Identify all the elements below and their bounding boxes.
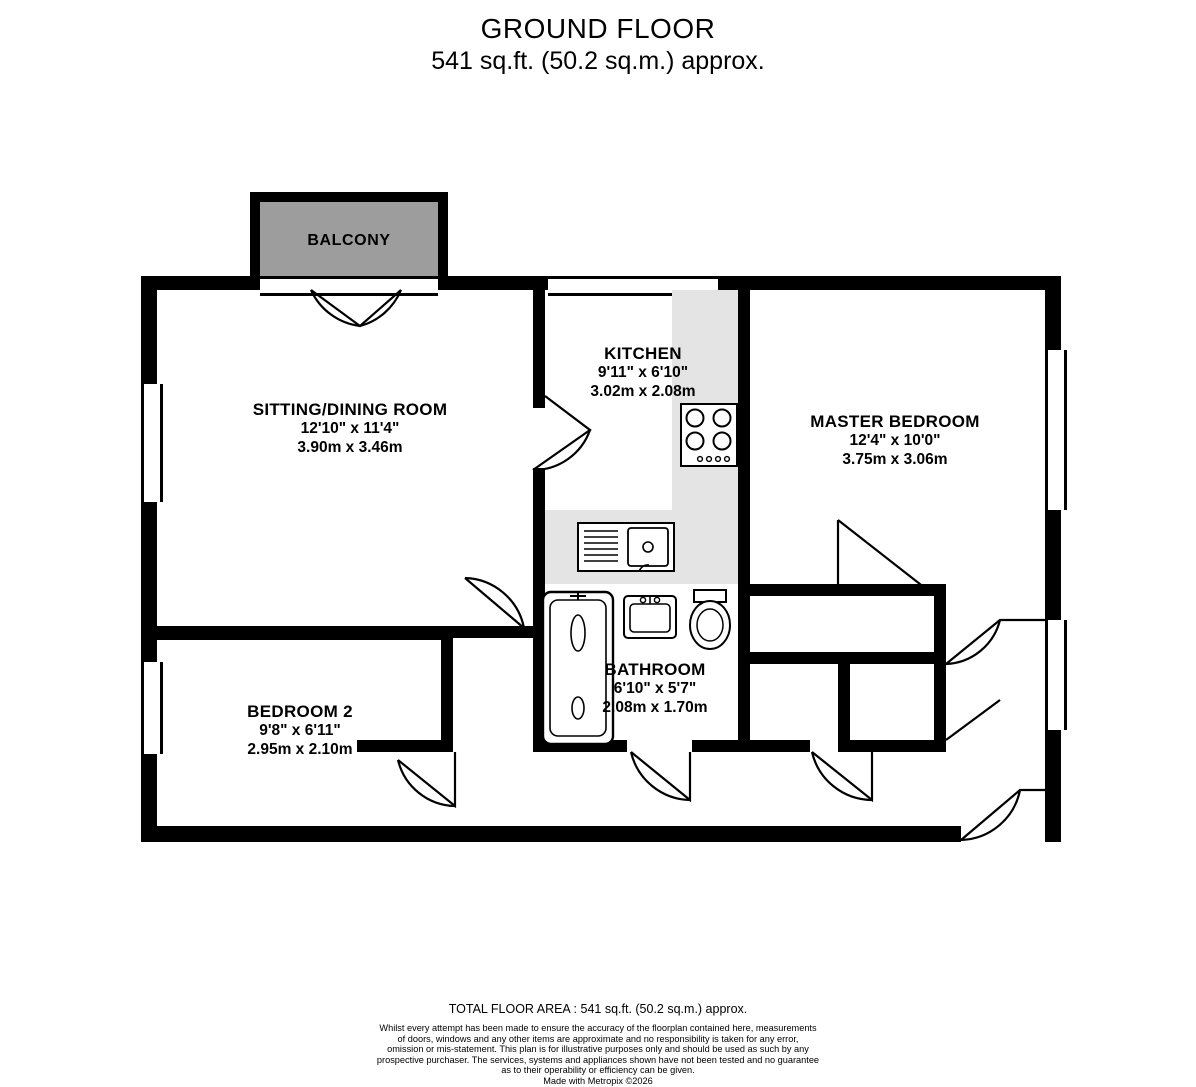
made-with-credit: Made with Metropix ©2026 (543, 1075, 653, 1086)
total-floor-area: TOTAL FLOOR AREA : 541 sq.ft. (50.2 sq.m.) approx. (448, 1002, 748, 1016)
room-name: SITTING/DINING ROOM (252, 400, 448, 419)
balcony-label: BALCONY (307, 232, 391, 249)
page-title: GROUND FLOOR (480, 13, 716, 44)
room-label-master-bedroom (755, 412, 1035, 469)
room-label-bedroom2 (175, 702, 425, 759)
room-dim-imperial: 9'11" x 6'10" (597, 364, 689, 381)
room-name: KITCHEN (604, 344, 682, 363)
room-name: BEDROOM 2 (247, 702, 353, 721)
room-name: MASTER BEDROOM (810, 412, 980, 431)
room-dim-metric: 2.08m x 1.70m (602, 699, 708, 716)
disclaimer-line-3: omission or mis-statement. This plan is for illustrative purposes only and should be used as such by any (387, 1044, 809, 1054)
room-dim-imperial: 12'4" x 10'0" (849, 432, 941, 449)
room-dim-imperial: 6'10" x 5'7" (613, 680, 697, 697)
room-dim-metric: 3.75m x 3.06m (842, 451, 948, 468)
plan-footer (0, 1000, 1196, 1087)
disclaimer-line-4: prospective purchaser. The services, systems and appliances shown have not been tested and no guarantee (376, 1054, 820, 1065)
disclaimer-line-1: Whilst every attempt has been made to ensure the accuracy of the floorplan contained here, measurements (379, 1023, 817, 1033)
room-label-bathroom (530, 660, 780, 717)
disclaimer-line-2: of doors, windows and any other items are approximate and no responsibility is taken for any error, (397, 1033, 799, 1044)
room-dim-imperial: 9'8" x 6'11" (259, 722, 341, 739)
room-name: BATHROOM (604, 660, 706, 679)
page-subtitle: 541 sq.ft. (50.2 sq.m.) approx. (431, 47, 765, 75)
room-dim-metric: 3.90m x 3.46m (297, 439, 403, 456)
room-dim-metric: 2.95m x 2.10m (247, 741, 353, 758)
disclaimer-line-5: as to their operability or efficiency can be given. (501, 1065, 695, 1075)
room-dim-imperial: 12'10" x 11'4" (300, 420, 400, 437)
room-dim-metric: 3.02m x 2.08m (590, 383, 696, 400)
room-label-kitchen (508, 344, 778, 401)
disclaimer (0, 1023, 1196, 1076)
room-label-sitting-dining (200, 400, 500, 457)
